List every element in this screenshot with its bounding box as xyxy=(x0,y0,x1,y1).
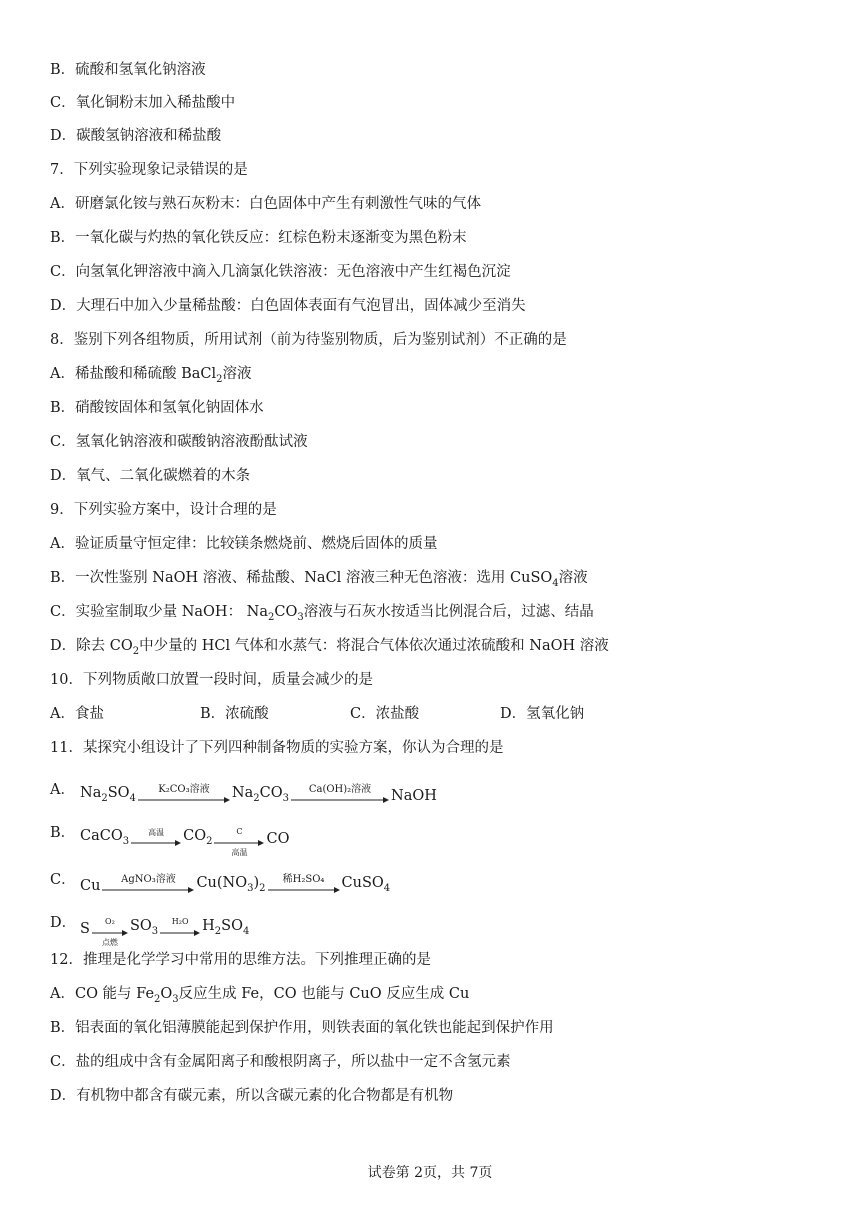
q8-option-d: D．氧气、二氧化碳燃着的木条 xyxy=(50,468,251,484)
q12-option-a-text: A．CO 能与 Fe xyxy=(50,986,155,1002)
reactant: CaCO$_3$ xyxy=(80,828,130,847)
q8-option-a xyxy=(50,364,252,390)
q11-option-b-label: B． xyxy=(50,825,76,841)
q9-option-c-formula: CO xyxy=(274,604,298,620)
product: CuSO$_4$ xyxy=(341,875,391,894)
q12-option-b: B．铝表面的氧化铝薄膜能起到保护作用，则铁表面的氧化铁也能起到保护作用 xyxy=(50,1020,554,1036)
q9-option-c-text: C．实验室制取少量 NaOH： Na xyxy=(50,604,269,620)
q8-option-a-text: A．稀盐酸和稀硫酸 BaCl xyxy=(50,366,217,382)
q11-option-c-scheme xyxy=(80,858,390,900)
subscript: 2 xyxy=(268,611,275,623)
intermediate: $CO_2$ xyxy=(183,828,213,847)
q12-option-a-formula: O xyxy=(160,986,173,1002)
q8-option-b: B．硝酸铵固体和氢氧化钠固体水 xyxy=(50,400,264,416)
reaction-arrow xyxy=(160,917,200,937)
reactant: $Na_2SO_4$ xyxy=(80,785,136,804)
q10-option-d: D．氢氧化钠 xyxy=(500,706,585,722)
q11-option-a-label: A． xyxy=(50,782,75,798)
q8-stem: 8．鉴别下列各组物质，所用试剂（前为待鉴别物质，后为鉴别试剂）不正确的是 xyxy=(50,332,567,348)
q11-stem: 11．某探究小组设计了下列四种制备物质的实验方案，你认为合理的是 xyxy=(50,740,504,756)
intermediate: $Na_2CO_3$ xyxy=(231,785,289,804)
reaction-arrow xyxy=(268,874,340,894)
q8-option-c: C．氢氧化钠溶液和碳酸钠溶液酚酞试液 xyxy=(50,434,308,450)
arrow-condition: Ca(OH)₂溶液 xyxy=(308,784,372,795)
arrow-condition: C xyxy=(236,827,243,836)
product: $H_2SO_4$ xyxy=(202,918,250,937)
q11-option-c-label: C． xyxy=(50,872,76,888)
arrow-condition: 稀H₂SO₄ xyxy=(282,874,325,885)
q9-option-b-suffix: 溶液 xyxy=(558,570,588,586)
q10-option-b: B．浓硫酸 xyxy=(200,706,269,722)
q9-option-b xyxy=(50,568,588,594)
arrow-condition: 高温 xyxy=(148,828,165,837)
arrow-condition: 高温 xyxy=(231,848,248,857)
arrow-condition: H₂O xyxy=(171,917,189,926)
q7-option-d: D．大理石中加入少量稀盐酸：白色固体表面有气泡冒出，固体减少至消失 xyxy=(50,298,526,314)
q10-stem: 10．下列物质敞口放置一段时间，质量会减少的是 xyxy=(50,672,373,688)
q10-option-c: C．浓盐酸 xyxy=(350,706,420,722)
q9-option-c xyxy=(50,602,594,628)
subscript: 2 xyxy=(216,373,223,385)
reaction-arrow xyxy=(102,874,194,894)
reaction-arrow xyxy=(92,917,128,947)
q7-option-a: A．研磨氯化铵与熟石灰粉末：白色固体中产生有刺激性气味的气体 xyxy=(50,196,481,212)
q9-option-d-suffix: 中少量的 HCl 气体和水蒸气：将混合气体依次通过浓硫酸和 NaOH 溶液 xyxy=(139,638,609,654)
q12-option-a xyxy=(50,984,469,1010)
q11-option-d-scheme xyxy=(80,901,250,947)
q11-option-a-scheme xyxy=(80,768,437,810)
subscript: 2 xyxy=(132,645,140,657)
intermediate: $SO_3$ xyxy=(129,918,159,937)
q6-option-d: D．碳酸氢钠溶液和稀盐酸 xyxy=(50,128,222,144)
page-footer: 试卷第 2页，共 7页 xyxy=(367,1165,493,1181)
q9-option-d-text: D．除去 CO xyxy=(50,638,133,654)
reaction-arrow xyxy=(214,827,264,857)
q7-option-c: C．向氢氧化钾溶液中滴入几滴氯化铁溶液：无色溶液中产生红褐色沉淀 xyxy=(50,264,511,280)
q9-option-d xyxy=(50,636,609,662)
reactant: S xyxy=(80,921,90,937)
subscript: 2 xyxy=(154,993,161,1005)
product: CO xyxy=(266,831,290,847)
q11-option-b-scheme xyxy=(80,811,290,857)
q11-option-d-label: D． xyxy=(50,915,77,931)
q10-options xyxy=(50,704,650,724)
arrow-condition: 点燃 xyxy=(101,938,118,947)
q12-option-d: D．有机物中都含有碳元素，所以含碳元素的化合物都是有机物 xyxy=(50,1088,454,1104)
q10-option-a: A．食盐 xyxy=(50,706,104,722)
q9-option-b-text: B．一次性鉴别 NaOH 溶液、稀盐酸、NaCl 溶液三种无色溶液：选用 CuSO xyxy=(50,570,553,586)
q12-stem: 12．推理是化学学习中常用的思维方法。下列推理正确的是 xyxy=(50,952,431,968)
q9-option-a: A．验证质量守恒定律：比较镁条燃烧前、燃烧后固体的质量 xyxy=(50,536,438,552)
subscript: 4 xyxy=(552,577,559,589)
q8-option-a-suffix: 溶液 xyxy=(222,366,252,382)
arrow-condition: AgNO₃溶液 xyxy=(121,874,176,885)
reaction-arrow xyxy=(291,784,389,804)
subscript: 3 xyxy=(297,611,304,623)
q7-stem: 7．下列实验现象记录错误的是 xyxy=(50,162,248,178)
product: NaOH xyxy=(391,788,437,804)
q9-option-c-suffix: 溶液与石灰水按适当比例混合后，过滤、结晶 xyxy=(303,604,594,620)
reaction-arrow xyxy=(131,828,181,847)
arrow-condition: K₂CO₃溶液 xyxy=(158,784,210,795)
q6-option-b: B．硫酸和氢氧化钠溶液 xyxy=(50,62,206,78)
q6-option-c: C．氧化铜粉末加入稀盐酸中 xyxy=(50,95,236,111)
q12-option-c: C．盐的组成中含有金属阳离子和酸根阴离子，所以盐中一定不含氢元素 xyxy=(50,1054,511,1070)
subscript: 3 xyxy=(172,993,179,1005)
q9-stem: 9．下列实验方案中，设计合理的是 xyxy=(50,502,277,518)
q7-option-b: B．一氧化碳与灼热的氧化铁反应：红棕色粉末逐渐变为黑色粉末 xyxy=(50,230,467,246)
arrow-condition: O₂ xyxy=(105,917,115,926)
intermediate: $Cu(NO_3)_2$ xyxy=(196,875,266,894)
reactant: Cu xyxy=(80,878,101,894)
q12-option-a-suffix: 反应生成 Fe，CO 也能与 CuO 反应生成 Cu xyxy=(178,986,470,1002)
reaction-arrow xyxy=(138,784,230,804)
